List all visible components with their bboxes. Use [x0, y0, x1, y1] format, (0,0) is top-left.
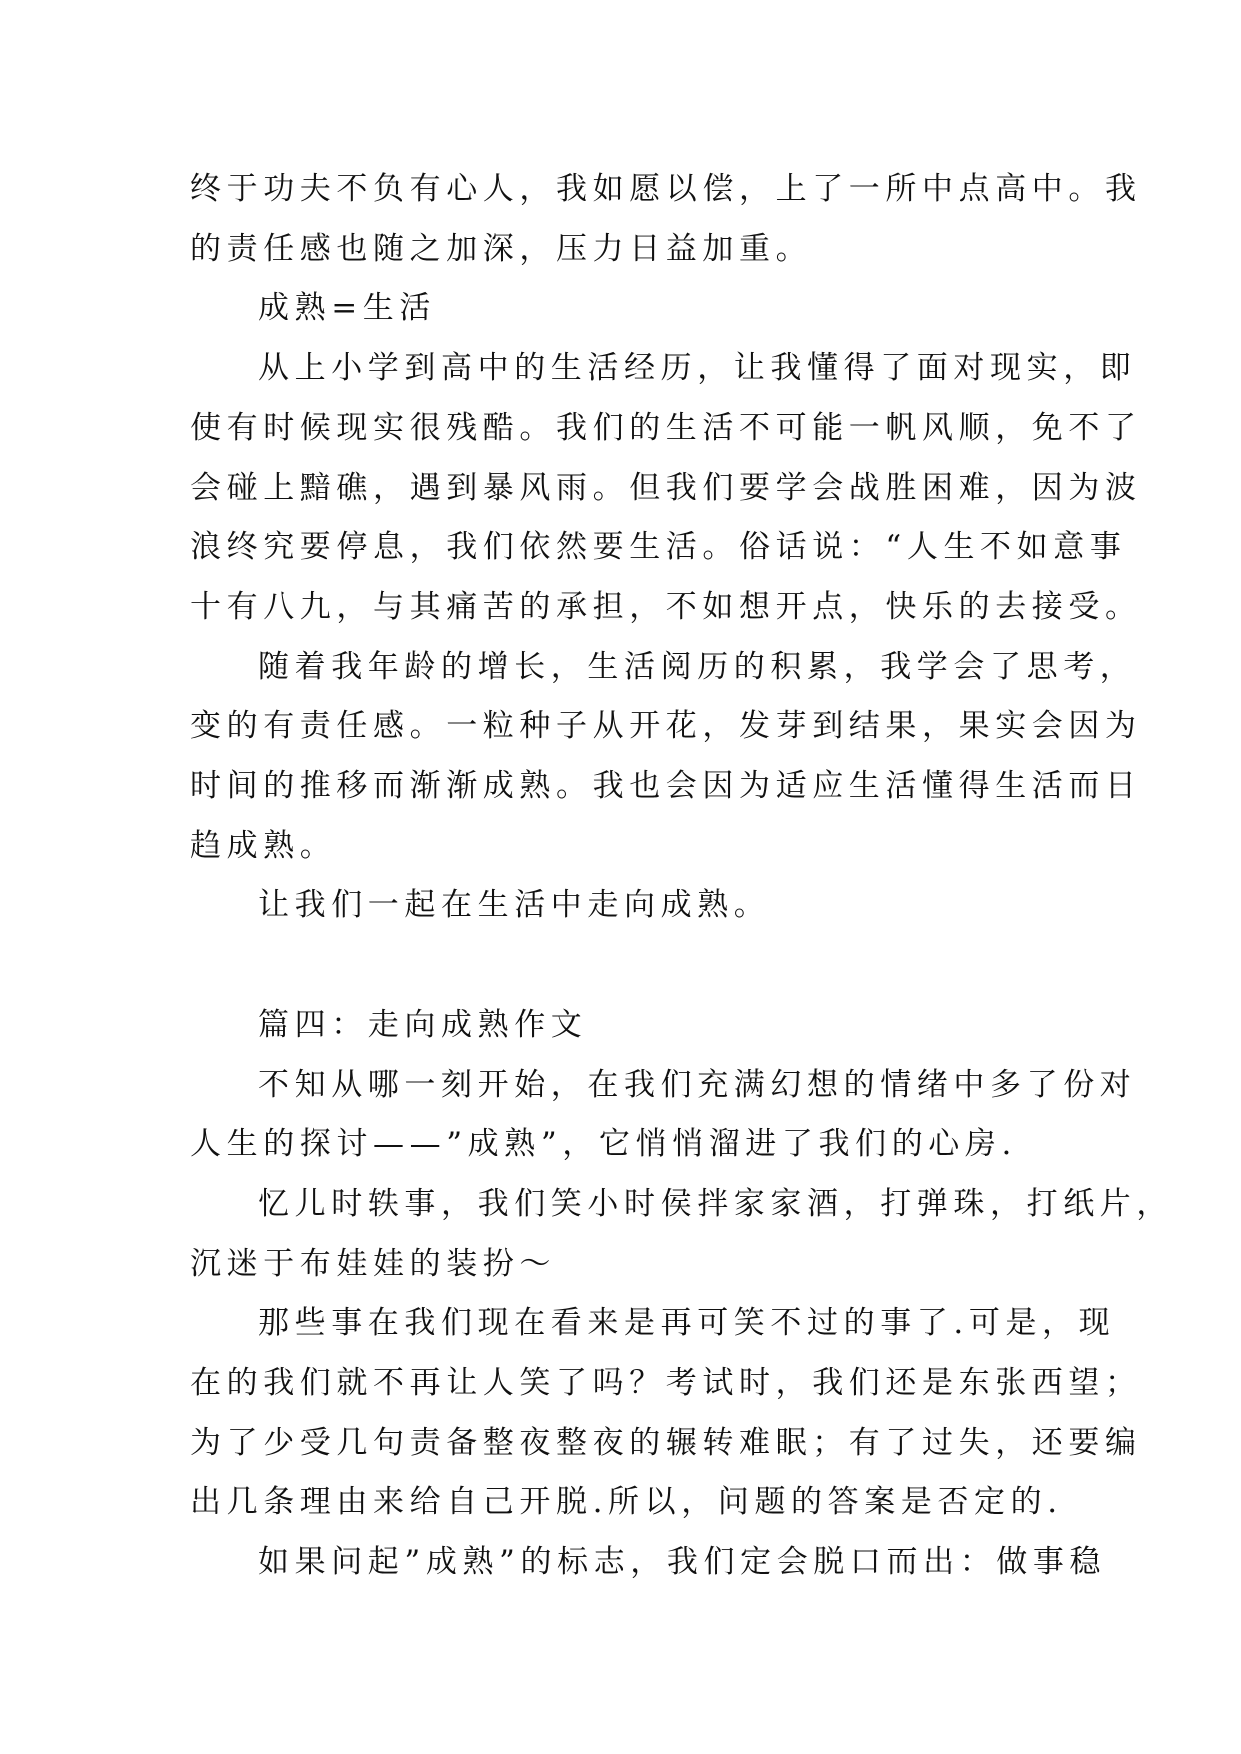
text-line: 出几条理由来给自己开脱.所以，问题的答案是否定的. — [190, 1484, 1063, 1521]
text-line: 终于功夫不负有心人，我如愿以偿，上了一所中点高中。我 — [190, 171, 1142, 207]
paragraph — [190, 1235, 1070, 1295]
text-line: 那些事在我们现在看来是再可笑不过的事了.可是，现 — [258, 1305, 1116, 1342]
text-line: 使有时候现实很残酷。我们的生活不可能一帆风顺，免不了 — [190, 409, 1142, 446]
text-line: 成熟=生活 — [258, 290, 436, 327]
text-line: 的责任感也随之加深，压力日益加重。 — [190, 230, 813, 267]
text-line: 不知从哪一刻开始，在我们充满幻想的情绪中多了份对 — [258, 1066, 1137, 1103]
text-line: 沉迷于布娃娃的装扮～ — [190, 1245, 556, 1282]
paragraph — [190, 1175, 1173, 1235]
text-line: 忆儿时轶事，我们笑小时侯拌家家酒，打弹珠，打纸片， — [258, 1185, 1173, 1222]
text-line: 人生的探讨——”成熟”，它悄悄溜进了我们的心房. — [190, 1126, 1017, 1163]
paragraph — [190, 339, 1137, 399]
paragraph — [190, 1294, 1116, 1354]
text-line: 随着我年龄的增长，生活阅历的积累，我学会了思考， — [258, 648, 1137, 685]
paragraph — [190, 1533, 1107, 1593]
text-line: 浪终究要停息，我们依然要生活。俗话说：“人生不如意事 — [190, 529, 1127, 566]
paragraph — [190, 996, 1070, 1056]
paragraph — [190, 279, 1070, 339]
text-line: 变的有责任感。一粒种子从开花，发芽到结果，果实会因为 — [190, 708, 1142, 745]
text-line: 从上小学到高中的生活经历，让我懂得了面对现实，即 — [258, 350, 1137, 387]
text-line: 趋成熟。 — [190, 827, 337, 864]
paragraph — [190, 876, 1070, 936]
text-line: 在的我们就不再让人笑了吗？考试时，我们还是东张西望； — [190, 1365, 1142, 1402]
paragraph — [190, 697, 1142, 876]
paragraph — [190, 638, 1137, 698]
paragraph — [190, 1115, 1070, 1175]
paragraph — [190, 1056, 1137, 1116]
paragraph — [190, 1354, 1142, 1533]
document-body — [190, 160, 1173, 1593]
text-line: 时间的推移而渐渐成熟。我也会因为适应生活懂得生活而日 — [190, 768, 1142, 805]
text-line: 会碰上黯礁，遇到暴风雨。但我们要学会战胜困难，因为波 — [190, 469, 1142, 506]
section-gap — [190, 936, 1070, 996]
text-line: 为了少受几句责备整夜整夜的辗转难眠；有了过失，还要编 — [190, 1424, 1142, 1461]
text-line: 篇四：走向成熟作文 — [258, 1006, 588, 1043]
text-line: 让我们一起在生活中走向成熟。 — [258, 887, 771, 924]
paragraph — [190, 399, 1142, 638]
text-line: 十有八九，与其痛苦的承担，不如想开点，快乐的去接受。 — [190, 588, 1142, 625]
paragraph — [190, 160, 1142, 279]
text-line: 如果问起”成熟”的标志，我们定会脱口而出：做事稳 — [258, 1544, 1107, 1581]
